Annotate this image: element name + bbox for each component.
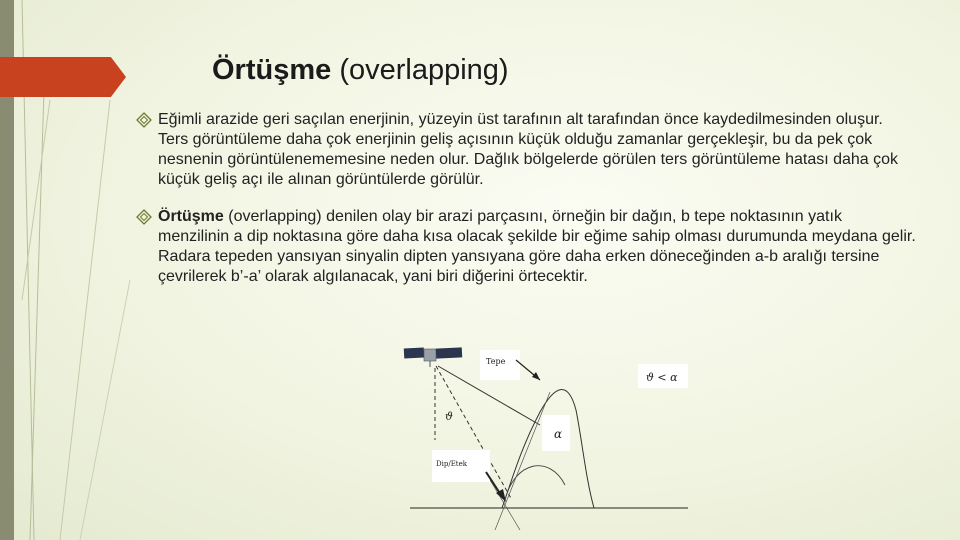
title-rest: (overlapping)	[331, 54, 509, 86]
satellite-icon	[404, 347, 462, 367]
title-bold: Örtüşme	[212, 54, 332, 86]
diamond-bullet-icon	[136, 209, 152, 225]
label-theta-alpha: ϑ < α	[646, 371, 678, 384]
label-top: Tepe	[486, 357, 506, 366]
label-alpha: α	[554, 427, 563, 441]
bullet-1-text	[136, 110, 916, 190]
bullet-2-body: (overlapping) denilen olay bir arazi parçasını, örneğin bir dağın, b tepe noktasının yatık menzilinin a dip noktasına göre daha kısa olacak şekilde bir eğime sahip olması durumunda meydana gelir. Radara tepeden yansıyan sinyalin dipten yansıyana göre daha erken döneceğinden a-b aralığı tersine çevrilerek b’-a’ olarak algılanacak, yani biri diğerini örtecektir.	[158, 208, 916, 285]
title-marker	[0, 57, 126, 97]
bullet-2-text	[136, 207, 916, 287]
bullet-1-body: Eğimli arazide geri saçılan enerjinin, yüzeyin üst tarafının alt tarafından önce kaydedilmesinden oluşur. Ters görüntüleme daha çok enerjinin geliş açısının küçük olduğu zamanlar gerçekleşir, bu da pek çok nesnenin görüntülenememesine neden olur. Dağlık bölgelerde görülen ters görüntüleme hatası daha çok küçük geliş açı ile alınan görüntülerde görülür.	[158, 111, 899, 188]
bullet-2-bold: Örtüşme	[158, 208, 224, 225]
slide-title	[212, 54, 509, 87]
overlapping-diagram	[390, 330, 710, 530]
label-bottom: Dip/Etek	[436, 460, 467, 468]
bullet-2	[136, 207, 916, 287]
label-theta: ϑ	[445, 410, 453, 423]
diamond-bullet-icon	[136, 112, 152, 128]
bullet-1	[136, 110, 916, 190]
